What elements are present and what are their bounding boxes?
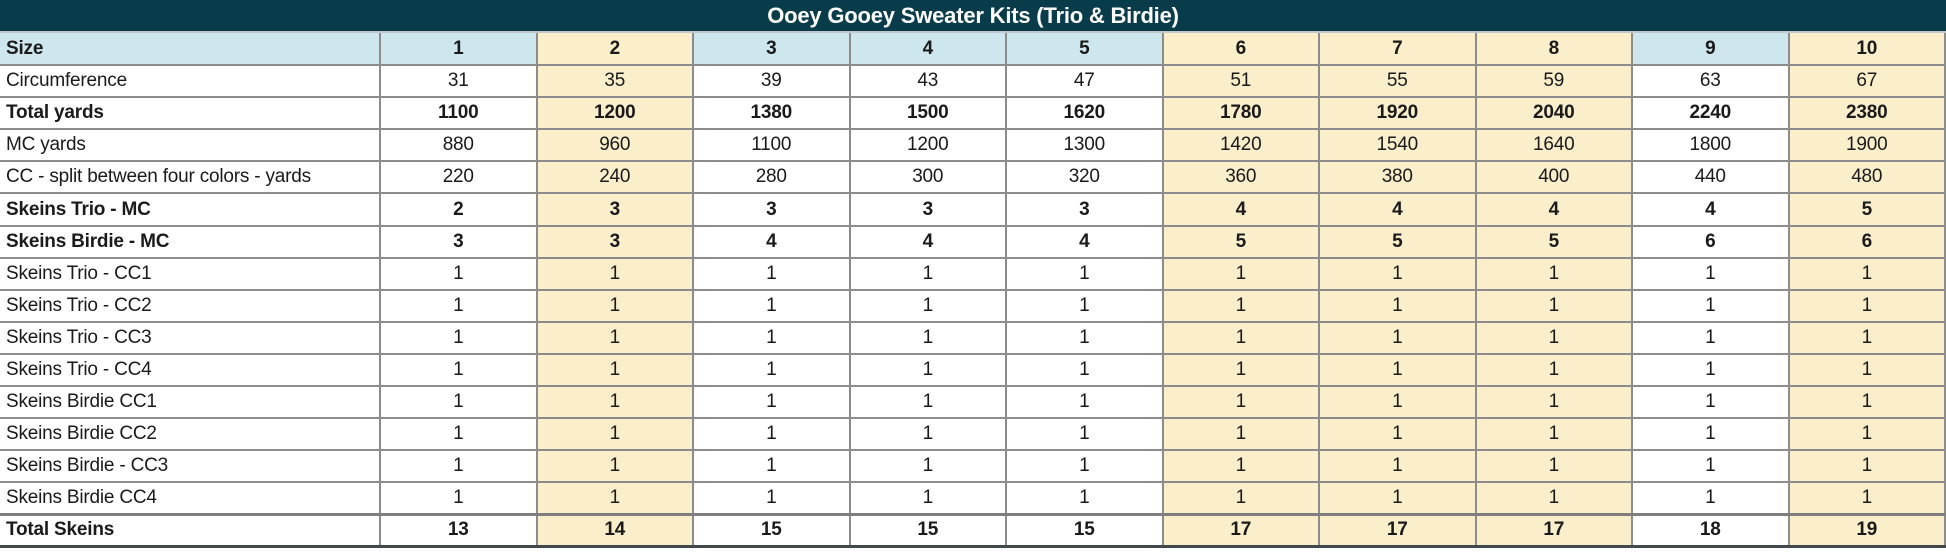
- table-row: [0, 33, 1945, 65]
- table-cell: 1: [1006, 322, 1163, 354]
- row-label: Total Skeins: [0, 514, 380, 546]
- table-cell: 1: [1789, 290, 1946, 322]
- table-cell: 960: [537, 129, 694, 161]
- size-header-cell: 8: [1476, 33, 1633, 65]
- table-cell: 31: [380, 65, 537, 97]
- table-cell: 4: [850, 226, 1007, 258]
- table-cell: 1: [1006, 290, 1163, 322]
- table-cell: 360: [1163, 161, 1320, 193]
- row-label: Total yards: [0, 97, 380, 129]
- table-cell: 1: [1006, 482, 1163, 514]
- table-cell: 1: [380, 450, 537, 482]
- table-cell: 1540: [1319, 129, 1476, 161]
- table-cell: 1780: [1163, 97, 1320, 129]
- table-cell: 35: [537, 65, 694, 97]
- table-cell: 1: [850, 290, 1007, 322]
- table-row: [0, 514, 1945, 546]
- table-cell: 3: [1006, 193, 1163, 225]
- size-header-cell: 6: [1163, 33, 1320, 65]
- table-cell: 300: [850, 161, 1007, 193]
- table-cell: 1: [1163, 482, 1320, 514]
- size-header-cell: 1: [380, 33, 537, 65]
- table-cell: 1: [1319, 322, 1476, 354]
- size-header-cell: 2: [537, 33, 694, 65]
- size-header-cell: 5: [1006, 33, 1163, 65]
- table-cell: 4: [1476, 193, 1633, 225]
- table-row: [0, 161, 1945, 193]
- table-cell: 3: [693, 193, 850, 225]
- table-cell: 1900: [1789, 129, 1946, 161]
- row-label: Skeins Trio - CC4: [0, 354, 380, 386]
- table-cell: 1: [1632, 354, 1789, 386]
- table-cell: 1: [1632, 290, 1789, 322]
- table-cell: 1: [1163, 258, 1320, 290]
- table-cell: 43: [850, 65, 1007, 97]
- table-cell: 2380: [1789, 97, 1946, 129]
- size-header-cell: 4: [850, 33, 1007, 65]
- table-cell: 1: [1163, 450, 1320, 482]
- table-cell: 39: [693, 65, 850, 97]
- table-cell: 3: [537, 193, 694, 225]
- table-cell: 15: [693, 514, 850, 546]
- table-cell: 1100: [693, 129, 850, 161]
- table-cell: 1: [537, 290, 694, 322]
- table-cell: 1: [1789, 418, 1946, 450]
- table-row: [0, 193, 1945, 225]
- table-cell: 2040: [1476, 97, 1633, 129]
- table-cell: 59: [1476, 65, 1633, 97]
- row-label: Skeins Birdie - MC: [0, 226, 380, 258]
- table-cell: 1: [1319, 290, 1476, 322]
- table-cell: 4: [693, 226, 850, 258]
- table-cell: 1: [1789, 258, 1946, 290]
- row-label: Skeins Birdie CC1: [0, 386, 380, 418]
- table-row: [0, 226, 1945, 258]
- table-cell: 1: [1632, 418, 1789, 450]
- table-cell: 1: [693, 418, 850, 450]
- table-cell: 1: [1163, 290, 1320, 322]
- table-cell: 17: [1163, 514, 1320, 546]
- table-row: [0, 97, 1945, 129]
- table-cell: 1: [1006, 258, 1163, 290]
- table-cell: 1: [1476, 322, 1633, 354]
- table-cell: 1: [693, 258, 850, 290]
- table-cell: 440: [1632, 161, 1789, 193]
- table-cell: 1: [1319, 450, 1476, 482]
- table-cell: 400: [1476, 161, 1633, 193]
- table-cell: 1: [380, 386, 537, 418]
- row-label: Circumference: [0, 65, 380, 97]
- table-cell: 1: [850, 482, 1007, 514]
- table-cell: 1: [1789, 450, 1946, 482]
- table-cell: 63: [1632, 65, 1789, 97]
- table-cell: 1: [1319, 482, 1476, 514]
- table-cell: 5: [1476, 226, 1633, 258]
- table-cell: 1: [1632, 450, 1789, 482]
- table-row: [0, 290, 1945, 322]
- size-header-cell: 10: [1789, 33, 1946, 65]
- row-label: Size: [0, 33, 380, 65]
- table-cell: 1640: [1476, 129, 1633, 161]
- row-label: Skeins Birdie CC4: [0, 482, 380, 514]
- table-cell: 1: [380, 354, 537, 386]
- table-row: [0, 129, 1945, 161]
- table-cell: 1: [537, 322, 694, 354]
- table-cell: 1: [693, 322, 850, 354]
- table-body: [0, 33, 1945, 547]
- table-cell: 1: [693, 354, 850, 386]
- table-cell: 1: [1163, 418, 1320, 450]
- table-cell: 1: [1319, 258, 1476, 290]
- table-cell: 1: [850, 354, 1007, 386]
- table-cell: 1620: [1006, 97, 1163, 129]
- table-cell: 47: [1006, 65, 1163, 97]
- table-cell: 1: [693, 450, 850, 482]
- table-row: [0, 386, 1945, 418]
- table-row: [0, 482, 1945, 514]
- table-cell: 1: [380, 418, 537, 450]
- table-cell: 1: [1789, 482, 1946, 514]
- table-cell: 1: [1319, 354, 1476, 386]
- table-cell: 1: [380, 482, 537, 514]
- size-header-cell: 3: [693, 33, 850, 65]
- table-cell: 240: [537, 161, 694, 193]
- table-cell: 1: [1632, 386, 1789, 418]
- table-row: [0, 354, 1945, 386]
- table-cell: 1: [380, 322, 537, 354]
- table-cell: 1: [850, 386, 1007, 418]
- table-cell: 1: [850, 258, 1007, 290]
- table-cell: 17: [1476, 514, 1633, 546]
- table-cell: 4: [1163, 193, 1320, 225]
- table-cell: 1: [1006, 450, 1163, 482]
- table-cell: 1: [1006, 354, 1163, 386]
- table-cell: 1: [1319, 418, 1476, 450]
- table-cell: 1500: [850, 97, 1007, 129]
- table-cell: 480: [1789, 161, 1946, 193]
- table-cell: 280: [693, 161, 850, 193]
- table-cell: 1: [537, 386, 694, 418]
- table-cell: 6: [1632, 226, 1789, 258]
- table-cell: 1: [1632, 258, 1789, 290]
- table-cell: 1: [1476, 450, 1633, 482]
- row-label: Skeins Trio - CC3: [0, 322, 380, 354]
- row-label: Skeins Birdie CC2: [0, 418, 380, 450]
- table-cell: 1: [1476, 418, 1633, 450]
- table-cell: 15: [850, 514, 1007, 546]
- table-cell: 1: [537, 258, 694, 290]
- table-cell: 220: [380, 161, 537, 193]
- table-cell: 1: [1476, 386, 1633, 418]
- table-cell: 18: [1632, 514, 1789, 546]
- table-cell: 1: [1163, 386, 1320, 418]
- table-cell: 5: [1789, 193, 1946, 225]
- table-cell: 1: [537, 450, 694, 482]
- table-cell: 320: [1006, 161, 1163, 193]
- table-cell: 4: [1006, 226, 1163, 258]
- table-cell: 5: [1319, 226, 1476, 258]
- table-cell: 1: [1476, 354, 1633, 386]
- row-label: Skeins Trio - MC: [0, 193, 380, 225]
- table-cell: 1300: [1006, 129, 1163, 161]
- table-cell: 1: [1006, 418, 1163, 450]
- table-cell: 1800: [1632, 129, 1789, 161]
- row-label: MC yards: [0, 129, 380, 161]
- table-cell: 1920: [1319, 97, 1476, 129]
- table-cell: 1: [1163, 354, 1320, 386]
- row-label: CC - split between four colors - yards: [0, 161, 380, 193]
- table-cell: 1200: [850, 129, 1007, 161]
- table-cell: 1: [850, 450, 1007, 482]
- table-cell: 880: [380, 129, 537, 161]
- table-cell: 3: [380, 226, 537, 258]
- table-cell: 1420: [1163, 129, 1320, 161]
- table-cell: 1: [537, 482, 694, 514]
- table-cell: 1: [1632, 322, 1789, 354]
- table-cell: 15: [1006, 514, 1163, 546]
- table-title: Ooey Gooey Sweater Kits (Trio & Birdie): [0, 0, 1946, 33]
- row-label: Skeins Birdie - CC3: [0, 450, 380, 482]
- table-cell: 1: [693, 482, 850, 514]
- table-row: [0, 418, 1945, 450]
- table-cell: 1: [1632, 482, 1789, 514]
- table-cell: 1: [1006, 386, 1163, 418]
- kit-data-table: [0, 33, 1946, 548]
- table-cell: 4: [1632, 193, 1789, 225]
- table-cell: 67: [1789, 65, 1946, 97]
- table-cell: 1100: [380, 97, 537, 129]
- table-cell: 19: [1789, 514, 1946, 546]
- row-label: Skeins Trio - CC2: [0, 290, 380, 322]
- table-cell: 17: [1319, 514, 1476, 546]
- table-cell: 3: [850, 193, 1007, 225]
- table-cell: 2: [380, 193, 537, 225]
- table-cell: 1: [1789, 386, 1946, 418]
- table-cell: 1: [380, 290, 537, 322]
- table-cell: 4: [1319, 193, 1476, 225]
- table-cell: 1: [537, 418, 694, 450]
- table-cell: 1: [1319, 386, 1476, 418]
- table-cell: 1: [1789, 322, 1946, 354]
- table-row: [0, 450, 1945, 482]
- table-cell: 14: [537, 514, 694, 546]
- table-cell: 6: [1789, 226, 1946, 258]
- table-cell: 1: [850, 418, 1007, 450]
- table-cell: 13: [380, 514, 537, 546]
- table-cell: 1: [380, 258, 537, 290]
- table-cell: 1: [1789, 354, 1946, 386]
- size-header-cell: 9: [1632, 33, 1789, 65]
- table-cell: 1: [850, 322, 1007, 354]
- table-row: [0, 258, 1945, 290]
- table-cell: 1: [693, 290, 850, 322]
- table-cell: 1380: [693, 97, 850, 129]
- table-cell: 1: [1476, 258, 1633, 290]
- table-cell: 51: [1163, 65, 1320, 97]
- table-cell: 1: [693, 386, 850, 418]
- table-cell: 1: [537, 354, 694, 386]
- row-label: Skeins Trio - CC1: [0, 258, 380, 290]
- table-row: [0, 322, 1945, 354]
- table-row: [0, 65, 1945, 97]
- table-cell: 1200: [537, 97, 694, 129]
- table-cell: 55: [1319, 65, 1476, 97]
- table-cell: 1: [1476, 290, 1633, 322]
- table-cell: 3: [537, 226, 694, 258]
- table-cell: 5: [1163, 226, 1320, 258]
- size-header-cell: 7: [1319, 33, 1476, 65]
- table-cell: 2240: [1632, 97, 1789, 129]
- table-cell: 1: [1163, 322, 1320, 354]
- table-cell: 380: [1319, 161, 1476, 193]
- table-cell: 1: [1476, 482, 1633, 514]
